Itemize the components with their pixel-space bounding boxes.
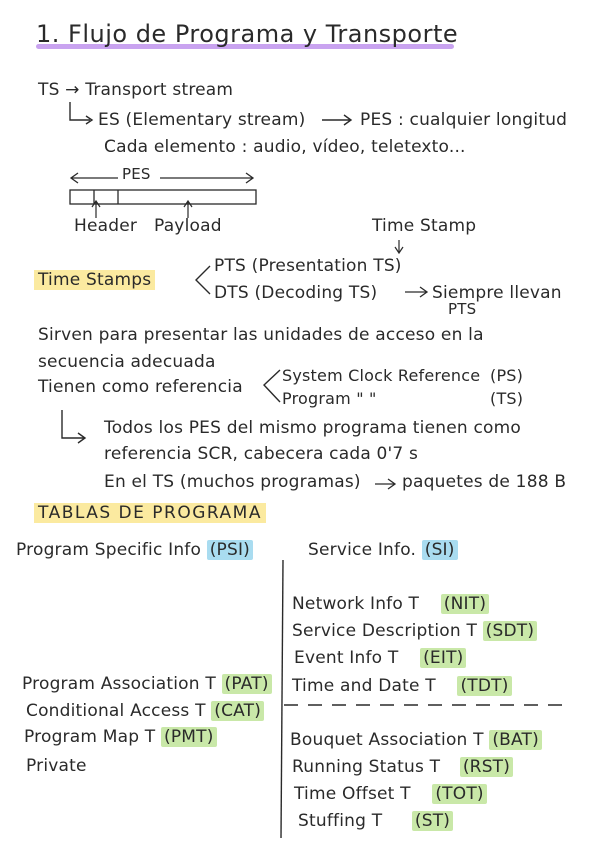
brace-left-icon	[196, 266, 210, 294]
pes-definition: PES : cualquier longitud	[360, 110, 568, 130]
arrow-right-icon	[322, 115, 351, 125]
left-item-cat	[26, 701, 264, 721]
table-divider-vertical	[281, 560, 283, 838]
siempre-llevan: Siempre llevan	[432, 283, 562, 303]
right-item-tdt	[292, 676, 512, 696]
right-item-label: Stuffing T	[298, 811, 383, 831]
time-stamps-heading: Time Stamps	[34, 270, 155, 290]
psi-label: Program Specific Info	[16, 540, 202, 560]
right-item-code: (TDT)	[457, 676, 511, 696]
right-item-code: (TOT)	[432, 784, 486, 804]
psi-code: (PSI)	[207, 540, 253, 560]
todos-line-2: referencia SCR, cabecera cada 0'7 s	[104, 444, 419, 464]
en-el-ts-line: En el TS (muchos programas)	[104, 472, 361, 492]
left-item-private	[26, 756, 87, 776]
right-item-eit	[294, 648, 466, 668]
header-label: Header	[74, 216, 138, 236]
psi-heading	[16, 540, 253, 560]
tablas-heading: TABLAS DE PROGRAMA	[34, 503, 266, 523]
todos-line-1: Todos los PES del mismo programa tienen como	[104, 418, 521, 438]
time-stamp-label: Time Stamp	[372, 216, 477, 236]
si-code: (SI)	[422, 540, 458, 560]
si-label: Service Info.	[308, 540, 417, 560]
right-item-label: Event Info T	[294, 648, 399, 668]
left-item-label: Private	[26, 756, 87, 776]
right-item-label: Bouquet Association T	[290, 730, 484, 750]
right-item-code: (EIT)	[420, 648, 466, 668]
left-item-pmt	[24, 727, 217, 747]
pes-packet-box	[70, 190, 256, 204]
cada-elemento-line: Cada elemento : audio, vídeo, teletexto...	[104, 137, 466, 157]
left-item-label: Program Association T	[22, 674, 216, 694]
siempre-pts: PTS	[448, 300, 477, 318]
right-item-label: Service Description T	[292, 621, 478, 641]
pts-line: PTS (Presentation TS)	[214, 256, 402, 276]
pes-span-label: PES	[122, 165, 151, 183]
si-heading	[308, 540, 458, 560]
right-item-code: (RST)	[460, 757, 513, 777]
right-item-code: (BAT)	[489, 730, 542, 750]
right-item-nit	[292, 594, 489, 614]
scr-line-2: Program " "	[282, 389, 377, 408]
page-title: 1. Flujo de Programa y Transporte	[36, 20, 459, 48]
left-item-label: Program Map T	[24, 727, 156, 747]
scr-line-1-code: (PS)	[490, 366, 524, 385]
payload-label: Payload	[154, 216, 222, 236]
ts-definition: TS → Transport stream	[38, 80, 234, 100]
sirven-line-2: secuencia adecuada	[38, 352, 216, 372]
right-item-label: Network Info T	[292, 594, 420, 614]
right-item-tot	[294, 784, 487, 804]
es-definition: ES (Elementary stream)	[98, 110, 306, 130]
right-item-label: Time and Date T	[292, 676, 436, 696]
right-item-rst	[292, 757, 513, 777]
left-item-pat	[22, 674, 272, 694]
dts-line: DTS (Decoding TS)	[214, 283, 378, 303]
right-item-code: (SDT)	[483, 621, 538, 641]
right-item-st	[298, 811, 453, 831]
tienen-line: Tienen como referencia	[38, 377, 243, 397]
right-item-bat	[290, 730, 542, 750]
right-item-label: Time Offset T	[294, 784, 411, 804]
left-item-code: (PMT)	[161, 727, 217, 747]
paquetes-line: paquetes de 188 B	[402, 472, 567, 492]
left-item-label: Conditional Access T	[26, 701, 206, 721]
scr-line-1: System Clock Reference	[282, 366, 481, 385]
right-item-code: (ST)	[412, 811, 453, 831]
left-item-code: (PAT)	[222, 674, 272, 694]
right-item-label: Running Status T	[292, 757, 441, 777]
scr-line-2-code: (TS)	[490, 389, 524, 408]
right-item-code: (NIT)	[441, 594, 489, 614]
left-item-code: (CAT)	[211, 701, 264, 721]
sirven-line-1: Sirven para presentar las unidades de acceso en la	[38, 325, 484, 345]
right-item-sdt	[292, 621, 537, 641]
